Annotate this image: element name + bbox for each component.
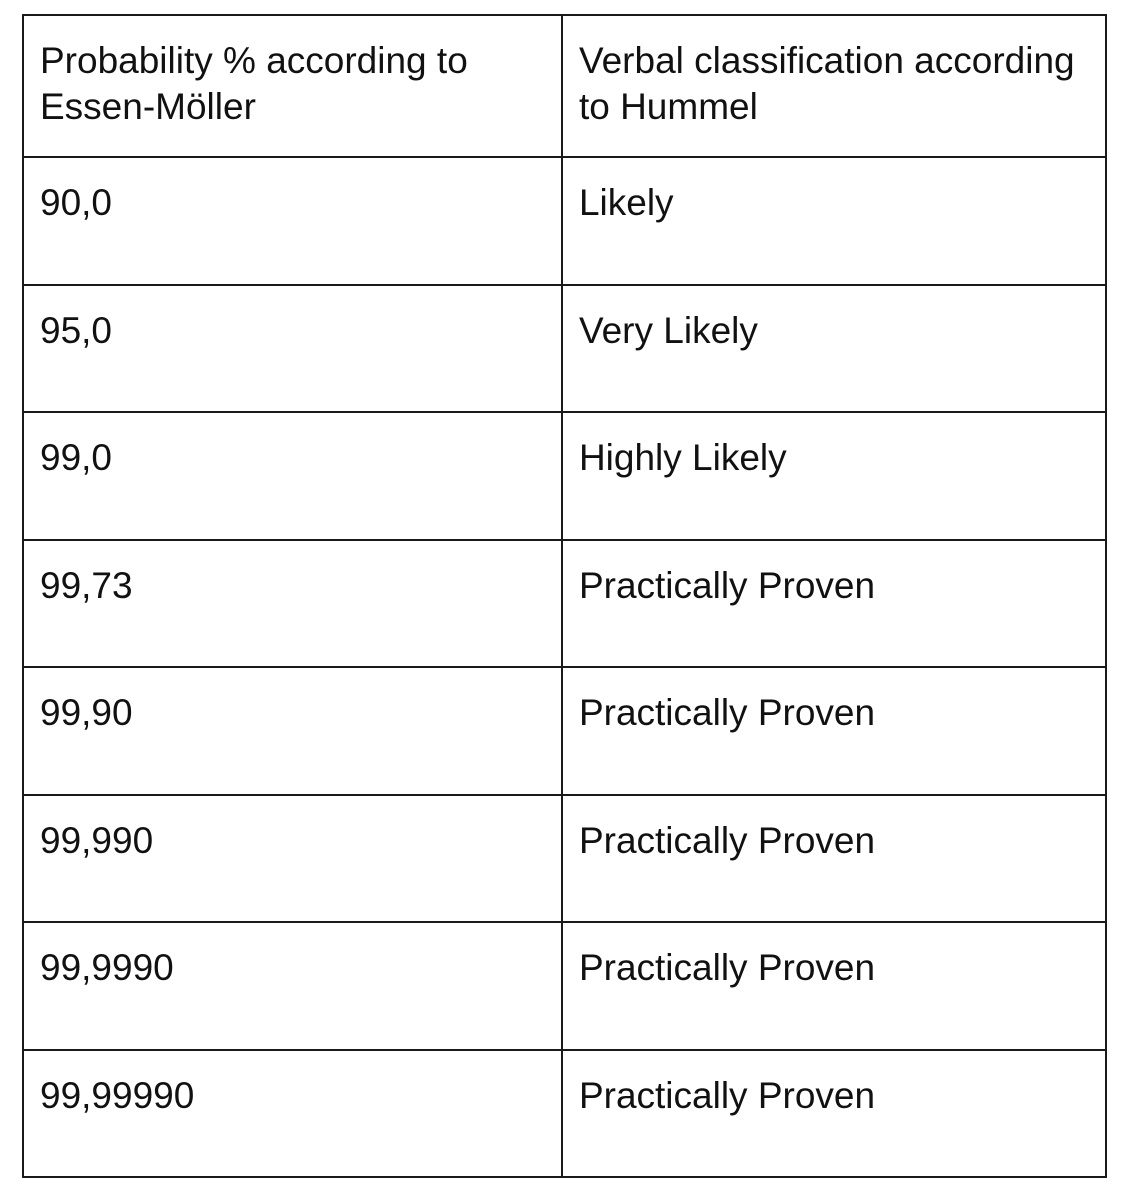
probability-cell: 99,73 — [23, 540, 562, 668]
classification-cell: Practically Proven — [562, 1050, 1106, 1178]
table-row — [23, 540, 1106, 668]
header-probability: Probability % according to Essen-Möller — [23, 15, 562, 157]
classification-cell: Highly Likely — [562, 412, 1106, 540]
table-row — [23, 922, 1106, 1050]
table-row — [23, 412, 1106, 540]
probability-cell: 99,9990 — [23, 922, 562, 1050]
table-row — [23, 285, 1106, 413]
probability-cell: 99,990 — [23, 795, 562, 923]
header-verbal-classification: Verbal classification according to Hummel — [562, 15, 1106, 157]
probability-classification-table — [22, 14, 1107, 1178]
table-header-row — [23, 15, 1106, 157]
table-row — [23, 157, 1106, 285]
classification-cell: Very Likely — [562, 285, 1106, 413]
probability-cell: 95,0 — [23, 285, 562, 413]
table-row — [23, 667, 1106, 795]
probability-cell: 99,99990 — [23, 1050, 562, 1178]
classification-cell: Practically Proven — [562, 540, 1106, 668]
probability-cell: 90,0 — [23, 157, 562, 285]
table-row — [23, 1050, 1106, 1178]
probability-cell: 99,0 — [23, 412, 562, 540]
classification-cell: Practically Proven — [562, 922, 1106, 1050]
probability-cell: 99,90 — [23, 667, 562, 795]
classification-cell: Practically Proven — [562, 667, 1106, 795]
table-row — [23, 795, 1106, 923]
classification-cell: Likely — [562, 157, 1106, 285]
classification-cell: Practically Proven — [562, 795, 1106, 923]
